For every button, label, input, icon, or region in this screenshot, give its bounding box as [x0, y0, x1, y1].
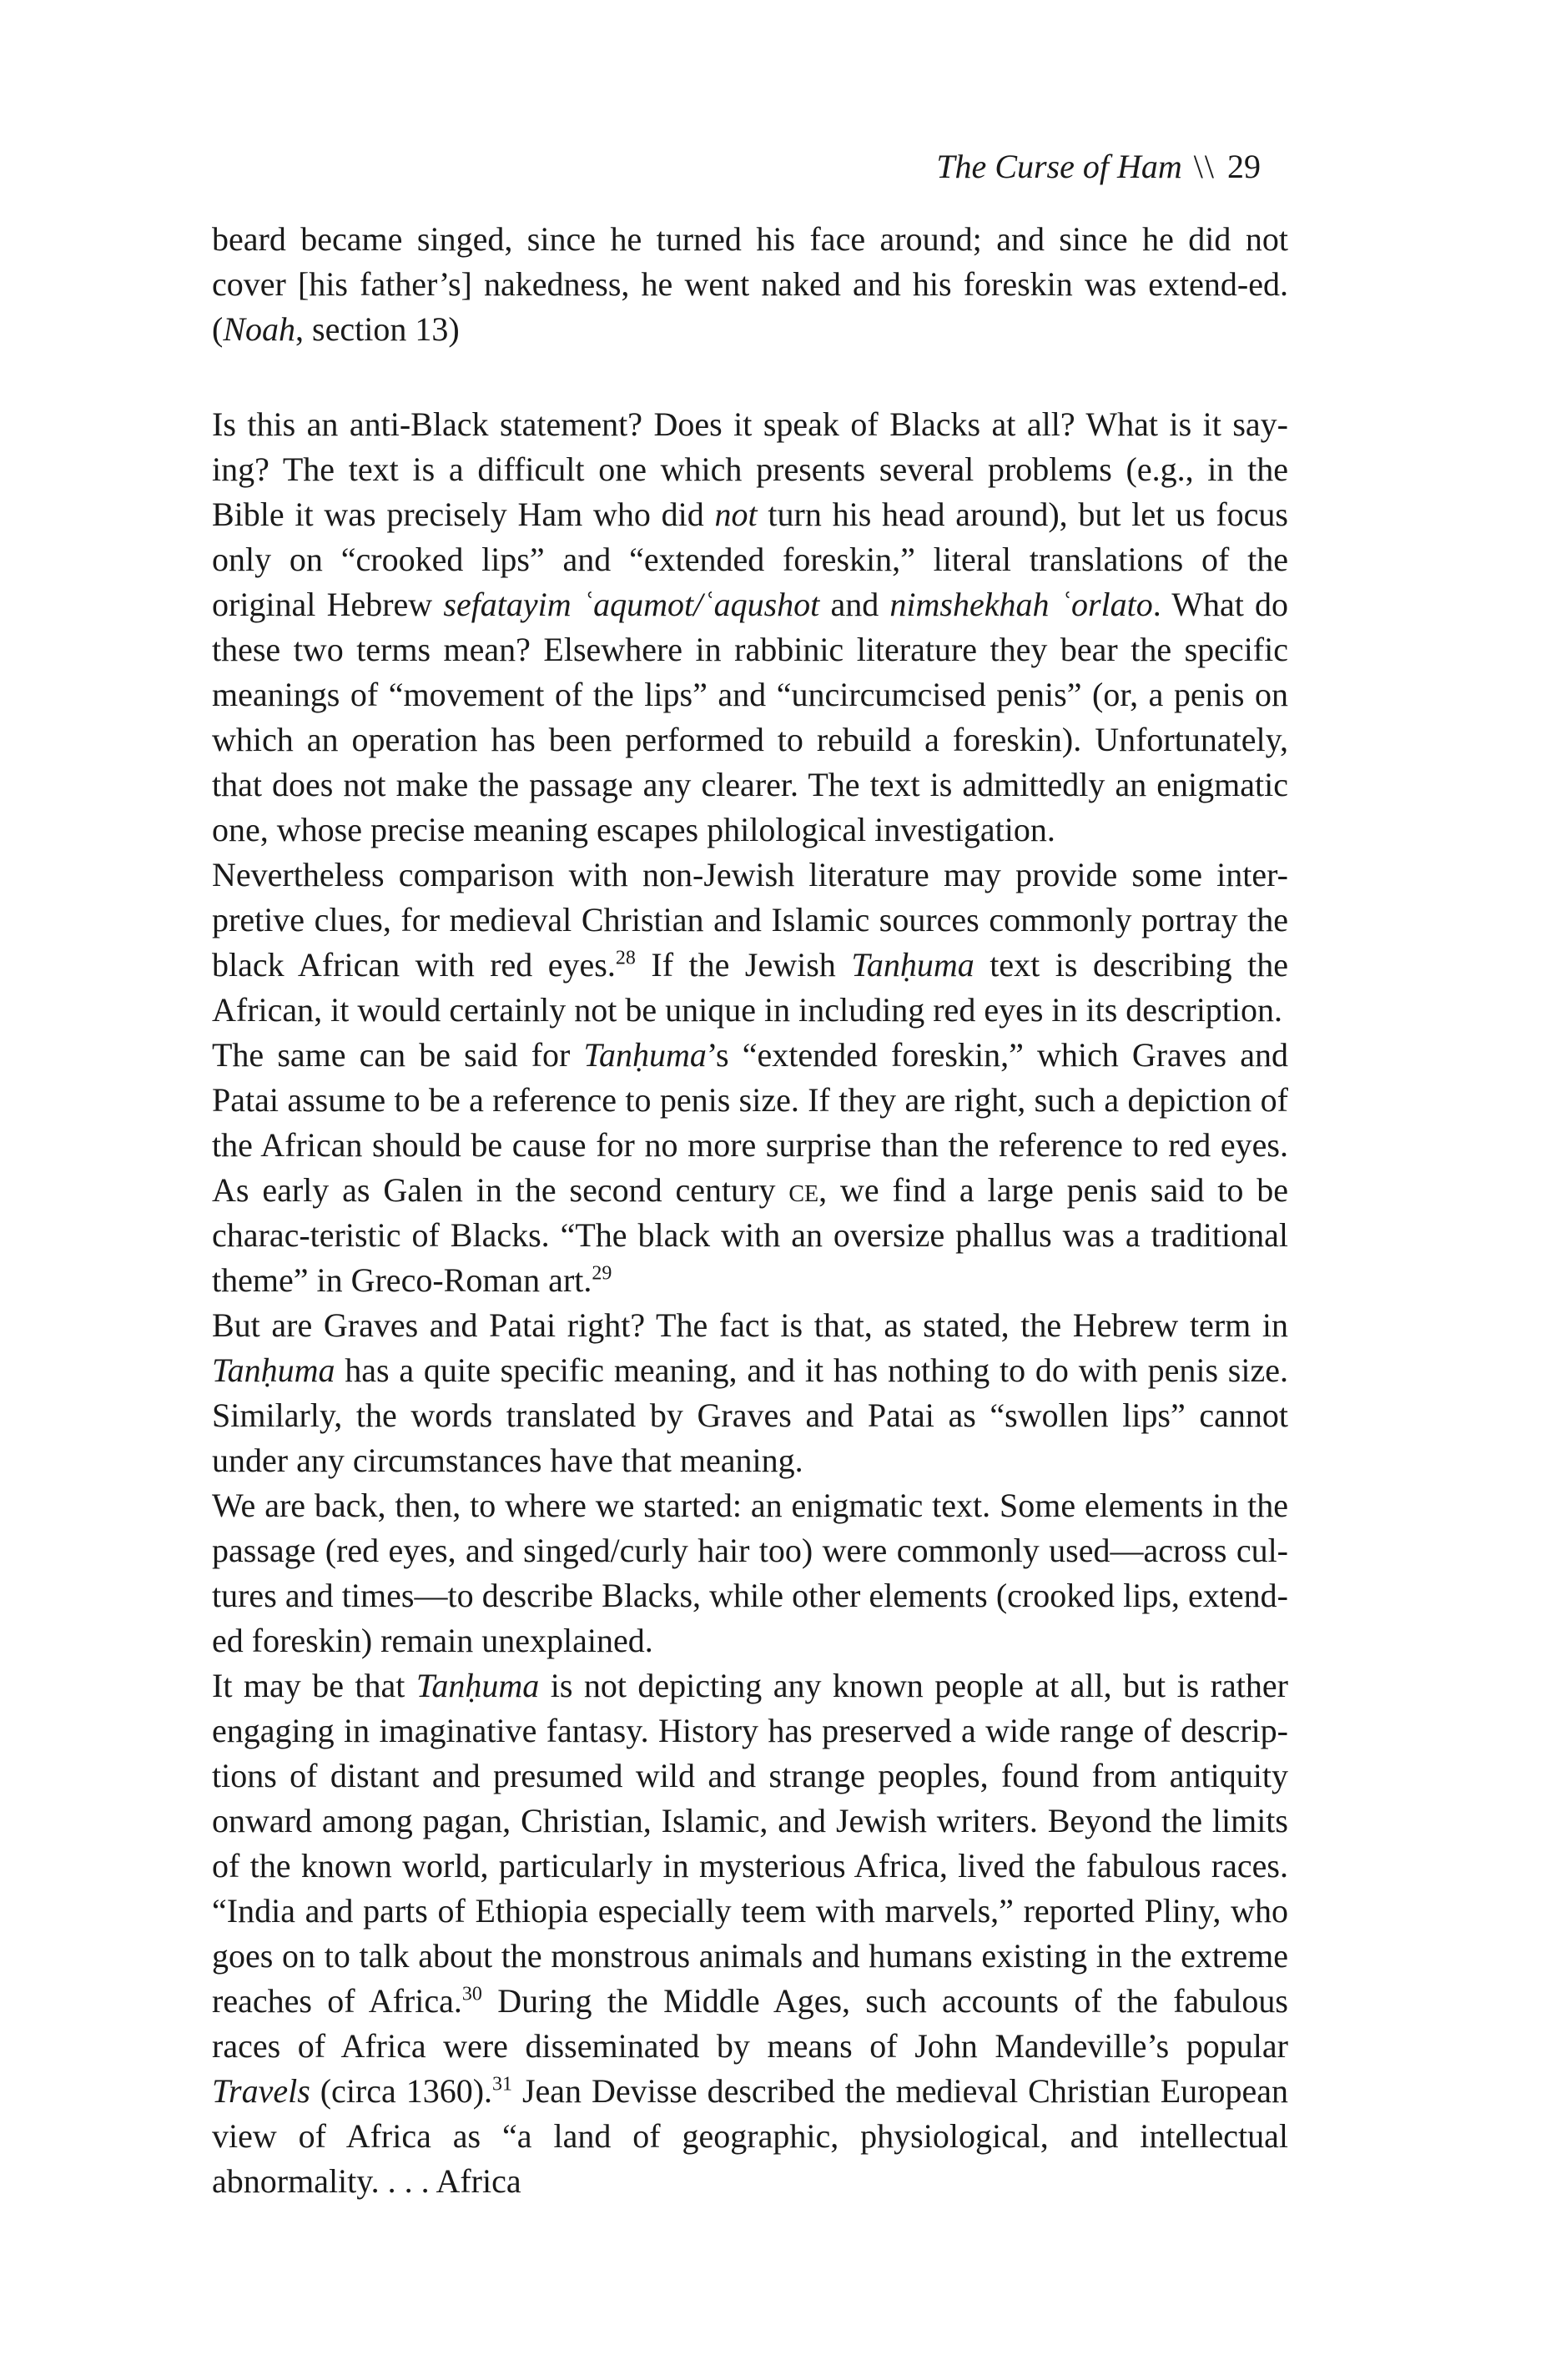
paragraph-3 [212, 1033, 1288, 1303]
text-run: text is describing the African, it would certainly not be unique in including red eyes in its description. [212, 946, 1288, 1029]
text-run: ’s “extended foreskin,” which Graves and Patai assume to be a reference to penis size. If they are right, such a depiction of the African should be cause for no more surprise than the reference to red eyes. As early as Galen in the second century [212, 1036, 1288, 1209]
page-number: 29 [1227, 148, 1261, 185]
extract-source: Noah [223, 310, 296, 348]
quoted-extract [212, 217, 1288, 352]
footnote-ref: 30 [461, 1983, 482, 2005]
text-run: Jean Devisse described the medieval Christian European view of Africa as “a land of geographic, physiological, and intellectual abnormality. . . . Africa [212, 2072, 1288, 2200]
text-run: (circa 1360). [310, 2072, 493, 2110]
work-title: Tanḥuma [851, 946, 974, 984]
text-run: During the Middle Ages, such accounts of the fabulous races of Africa were disseminated by means of John Mandeville’s popular [212, 1982, 1288, 2065]
text-run: , we find a large penis said to be charac-teristic of Blacks. “The black with an oversize phallus was a traditional theme” in Greco-Roman art. [212, 1171, 1288, 1299]
text-run: If the Jewish [635, 946, 852, 984]
text-run: It may be that [212, 1667, 416, 1704]
running-head-separator: \\ [1193, 148, 1216, 185]
work-title: Tanḥuma [583, 1036, 707, 1074]
text-run: . What do these two terms mean? Elsewhere in rabbinic literature they bear the specific meanings of “movement of the lips” and “uncircumcised penis” (or, a penis on which an operation has been performed to rebuild a foreskin). Unfortunately, that does not make the passage any clearer. The text is admittedly an enigmatic one, whose precise meaning escapes philological investigation. [212, 586, 1289, 848]
work-title: Tanḥuma [415, 1667, 540, 1704]
paragraph-2 [212, 853, 1288, 1033]
paragraph-1 [212, 402, 1288, 853]
text-run: has a quite specific meaning, and it has nothing to do with penis size. Similarly, the words translated by Graves and Patai as “swollen lips” cannot under any circumstances have that meaning. [212, 1351, 1288, 1479]
text-run: turn his head around), but let us focus only on “crooked lips” and “extended foreskin,” literal translations of the original Hebrew [212, 496, 1288, 623]
work-title: Travels [212, 2072, 310, 2110]
hebrew-term: sefatayim ʿaqumot/ʿaqushot [443, 586, 820, 623]
paragraph-4 [212, 1303, 1288, 1483]
hebrew-term: nimshekhah ʿorlato [889, 586, 1153, 623]
text-run: The same can be said for [212, 1036, 584, 1074]
paragraph-5 [212, 1483, 1288, 1663]
extract-text-end: , section 13) [295, 310, 460, 348]
running-title: The Curse of Ham [936, 148, 1182, 185]
text-run: Nevertheless comparison with non-Jewish literature may provide some inter-pretive clues, for medieval Christian and Islamic sources commonly portray the black African with red eyes. [212, 856, 1288, 984]
footnote-ref: 28 [615, 947, 636, 969]
running-head [936, 147, 1261, 187]
emphasis: not [714, 496, 758, 533]
text-run: is not depicting any known people at all, but is rather engaging in imaginative fantasy. History has preserved a wide range of descrip-tions of distant and presumed wild and strange peoples, found from antiquity onward among pagan, Christian, Islamic, and Jewish writers. Beyond the limits of the known world, particularly in mysterious Africa, lived the fabulous races. “India and parts of Ethiopia especially teem with marvels,” reported Pliny, who goes on to talk about the monstrous animals and humans existing in the extreme reaches of Africa. [212, 1667, 1288, 2020]
footnote-ref: 29 [592, 1262, 612, 1285]
work-title: Tanḥuma [212, 1351, 335, 1389]
extract-text: beard became singed, since he turned his face around; and since he did not cover [his father’s] nakedness, he went naked and his foreskin was extend-ed. ( [212, 220, 1288, 348]
text-run: Is this an anti-Black statement? Does it speak of Blacks at all? What is it say-ing? The text is a difficult one which presents several problems (e.g., in the Bible it was precisely Ham who did [212, 405, 1288, 533]
text-run: and [819, 586, 890, 623]
text-run: But are Graves and Patai right? The fact is that, as stated, the Hebrew term in [212, 1306, 1288, 1344]
text-run: We are back, then, to where we started: an enigmatic text. Some elements in the passage (red eyes, and singed/curly hair too) were commonly used—across cul-tures and times—to describe Blacks, while other elements (crooked lips, extend-ed foreskin) remain unexplained. [212, 1487, 1288, 1659]
era-abbreviation: ce [788, 1171, 819, 1209]
footnote-ref: 31 [492, 2073, 513, 2096]
paragraph-6 [212, 1663, 1288, 2204]
body-text [212, 217, 1288, 2204]
